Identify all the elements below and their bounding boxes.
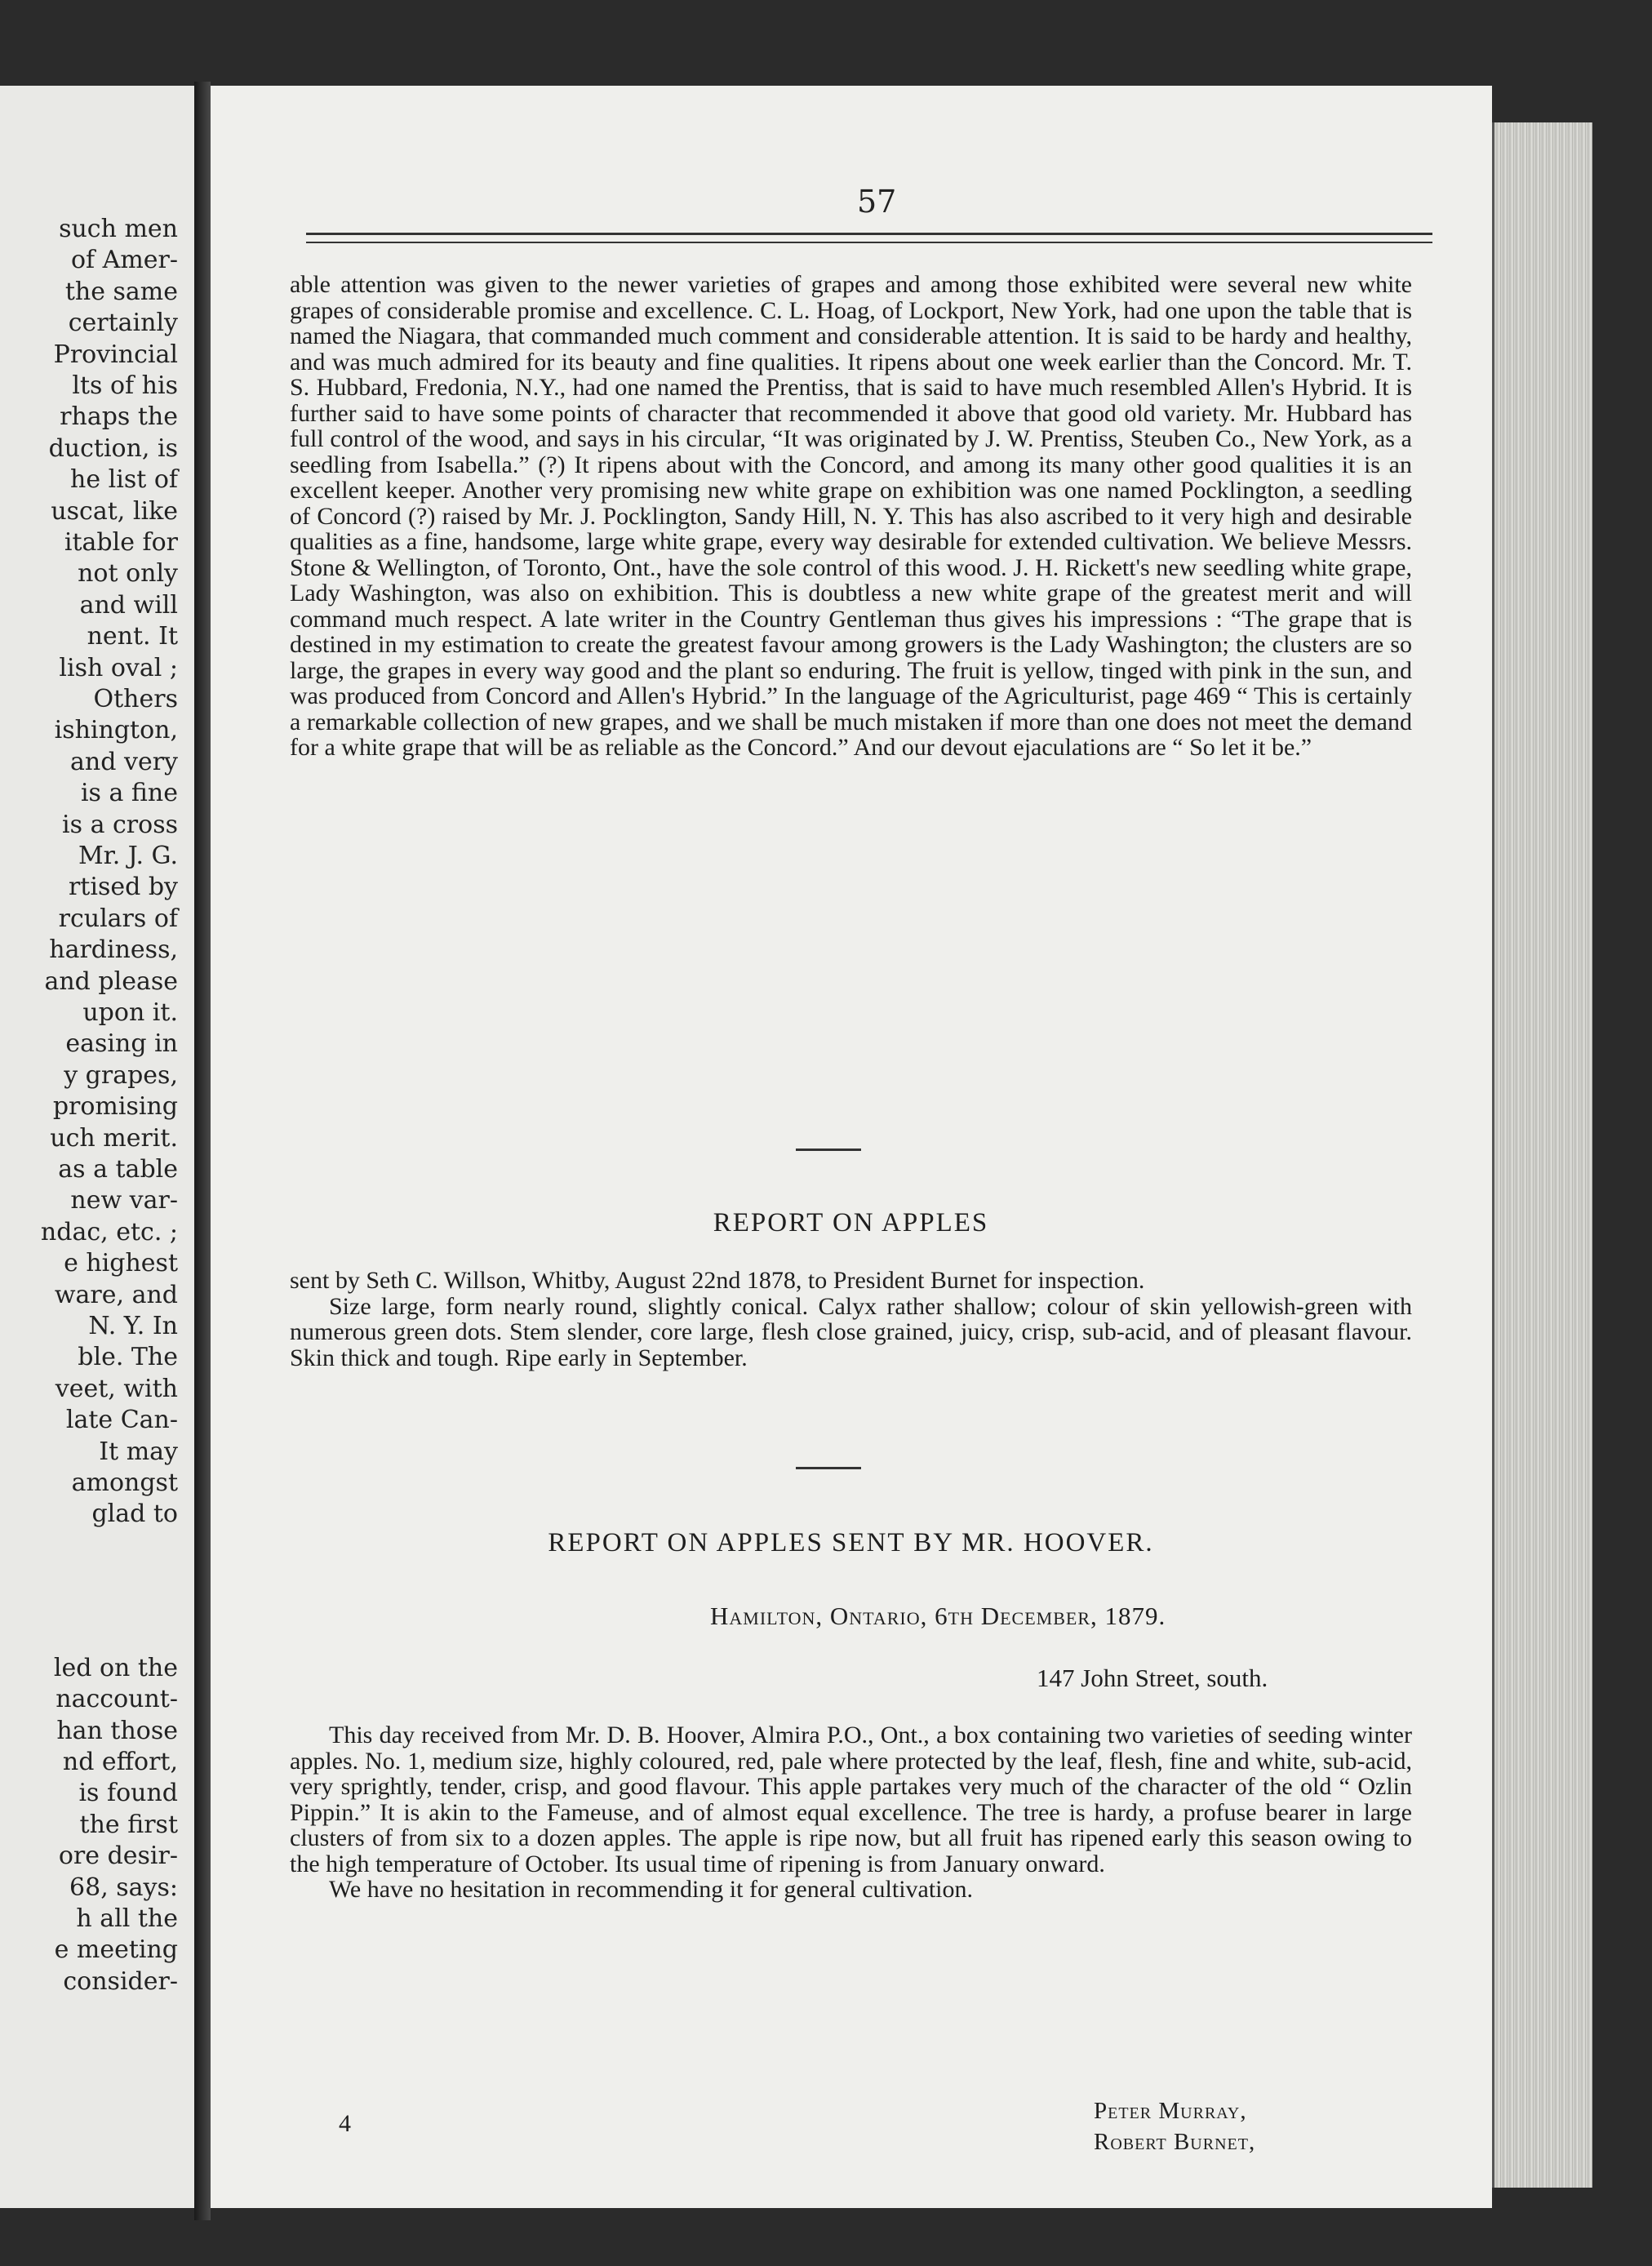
report-hoover-address: 147 John Street, south. [1037,1664,1268,1692]
left-page-fragment: ware, and [54,1280,178,1309]
left-page-fragment: ble. The [78,1343,178,1372]
left-page-fragment: h all the [76,1904,178,1933]
signatory-robert-burnet: Robert Burnet, [1094,2129,1256,2155]
left-page-fragment: N. Y. In [88,1312,178,1340]
left-page-fragment: the first [79,1810,178,1839]
left-page-fragment: y grapes, [64,1060,178,1090]
left-page-fragment: easing in [65,1029,178,1059]
report-hoover-body: This day received from Mr. D. B. Hoover, Almira P.O., Ont., a box containing two varieties of seeding winter apples. No. 1, medium size, highly coloured, red, pale where protected by the leaf, flesh, fine and white, sub-acid, very sprightly, tender, crisp, and good flavour. This apple partakes very much of the character of the old “ Ozlin Pippin.” It is akin to the Fameuse, and of almost equal excellence. The tree is hardy, a profuse bearer in large clusters of from six to a dozen apples. The apple is ripe now, but all fruit has ripened early this season owing to the high temperature of October. Its usual time of ripening is from January onward. [290,1722,1412,1877]
left-page-fragment: Mr. J. G. [78,842,178,870]
left-page-fragment: e meeting [54,1935,178,1965]
left-page-fragment: such men [59,215,178,243]
left-page-fragment: ishington, [54,716,178,745]
left-page-fragment: glad to [91,1500,178,1529]
left-page-fragment: he list of [70,465,178,495]
left-page-fragment: amongst [71,1468,178,1497]
left-page-fragment: Others [93,685,178,713]
left-page-fragment: duction, is [48,433,178,463]
grapes-paragraph-block [290,272,1412,761]
left-page-fragment: uscat, like [51,496,178,526]
left-page-fragment: new var- [70,1186,178,1215]
left-page-fragment: Provincial [53,340,178,369]
left-page-fragment: and will [79,590,178,620]
page-edges [1492,122,1592,2188]
left-page-fragment: is a fine [80,779,178,808]
left-page-fragment: e highest [64,1249,178,1278]
left-page-fragment: rtised by [68,873,178,902]
left-page-fragment: ndac, etc. ; [40,1217,178,1246]
left-page-fragment: naccount- [56,1685,178,1714]
book-gutter [194,82,211,2220]
signature-mark: 4 [339,2110,351,2137]
left-page-fragment: veet, with [55,1374,178,1403]
left-page-fragment: consider- [63,1966,178,1996]
grapes-paragraph: able attention was given to the newer varieties of grapes and among those exhibited were several new white grapes of considerable promise and excellence. C. L. Hoag, of Lockport, New York, had one upon the table that is named the Niagara, that commanded much comment and considerable attention. It is said to be hardy and healthy, and was much admired for its beauty and fine qualities. It ripens about one week earlier than the Concord. Mr. T. S. Hubbard, Fredonia, N.Y., had one named the Prentiss, that is said to have much resembled Allen's Hybrid. It is further said to have some points of character that recommended it above that good old variety. Mr. Hubbard has full control of the wood, and says in his circular, “It was originated by J. W. Prentiss, Steuben Co., New York, as a seedling from Isabella.” (?) It ripens about with the Concord, and among its many other good qualities it is an excellent keeper. Another very promising new white grape on exhibition was one named Pocklington, a seedling of Concord (?) raised by Mr. J. Pocklington, Sandy Hill, N. Y. This has also ascribed to it very high and desirable qualities as a fine, handsome, large white grape, every way desirable for extended cultivation. We believe Messrs. Stone & Wellington, of Toronto, Ont., have the sole control of this wood. J. H. Rickett's new seedling white grape, Lady Washington, was also on exhibition. This is doubtless a new white grape of the greatest merit and will command much respect. A late writer in the Country Gentleman thus gives his impressions : “The grape that is destined in my estimation to create the greatest favour among growers is the Lady Washington; the clusters are so large, the grapes in every way good and the plant so enduring. The fruit is yellow, tinged with pink in the sun, and was produced from Concord and Allen's Hybrid.” In the language of the Agriculturist, page 469 “ This is certainly a remarkable collection of new grapes, and we shall be much mistaken if more than one does not meet the demand for a white grape that will be as reliable as the Concord.” And our devout ejaculations are “ So let it be.” [290,271,1412,761]
left-page-fragment: not only [78,559,178,589]
page-number: 57 [857,184,897,220]
left-page-fragment: and please [44,966,178,996]
report-apples-body: Size large, form nearly round, slightly conical. Calyx rather shallow; colour of skin yellowish-green with numerous green dots. Stem slender, core large, flesh close grained, juicy, crisp, sub-acid, and of pleasant flavour. Skin thick and tough. Ripe early in September. [290,1292,1412,1371]
left-page-fragment: nent. It [87,622,178,651]
left-page-fragment: nd effort, [62,1748,178,1776]
left-page-fragment: as a table [58,1155,178,1184]
left-page-fragment: lts of his [72,371,178,400]
left-page-fragment: itable for [64,528,178,557]
report-hoover-closing: We have no hesitation in recommending it for general cultivation. [329,1876,974,1903]
left-facing-page [0,86,194,2208]
report-apples-line1: sent by Seth C. Willson, Whitby, August 22nd 1878, to President Burnet for inspection. [290,1267,1145,1294]
left-page-fragment: rhaps the [60,402,178,432]
left-page-fragment: and very [70,747,178,776]
section-divider-1 [796,1149,861,1151]
signatory-peter-murray: Peter Murray, [1094,2098,1247,2124]
report-hoover-dateline: Hamilton, Ontario, 6th December, 1879. [710,1602,1166,1630]
left-page-fragment: rculars of [58,904,178,933]
section-divider-2 [796,1467,861,1469]
left-page-fragment: of Amer- [70,246,178,275]
left-page-fragment: hardiness, [49,935,178,965]
left-page-fragment: led on the [53,1653,178,1682]
left-page-fragment: 68, says: [69,1873,178,1902]
left-page-fragment: lish oval ; [59,653,178,682]
left-page-fragment: is a cross [62,810,178,839]
header-rule [306,233,1432,243]
left-page-fragment: certainly [68,309,178,338]
left-page-fragment: is found [78,1779,178,1808]
left-page-fragment: uch merit. [50,1123,178,1153]
left-page-fragment: late Can- [65,1406,178,1435]
report-apples-title: REPORT ON APPLES [713,1208,989,1237]
left-page-fragment: the same [64,277,178,306]
left-page-fragment: ore desir- [58,1842,178,1871]
report-hoover-title: REPORT ON APPLES SENT BY MR. HOOVER. [548,1528,1154,1557]
report-apples-body-block [290,1268,1412,1371]
left-page-fragment: han those [56,1716,178,1745]
left-page-fragment: promising [52,1092,178,1122]
report-hoover-body-block [290,1722,1412,1903]
left-page-fragment: It may [99,1437,178,1466]
left-page-fragment: upon it. [82,998,178,1027]
